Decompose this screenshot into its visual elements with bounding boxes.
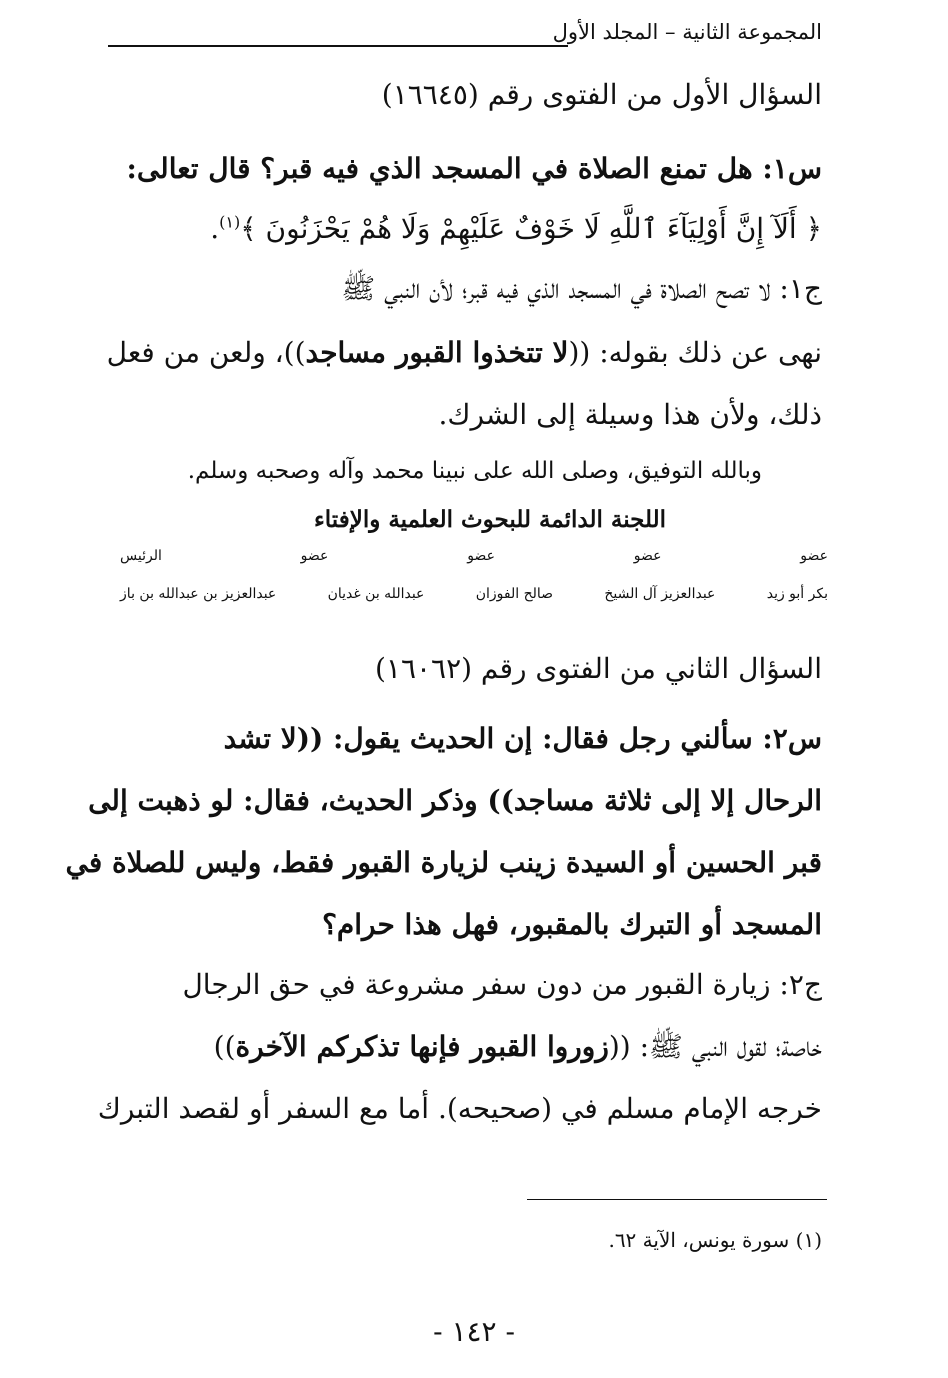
signature-role: عضو — [467, 548, 495, 564]
signature-name: عبدالله بن غديان — [327, 586, 425, 602]
answer-text: ))، ولعن من فعل — [106, 336, 306, 369]
footnote-rule — [527, 1199, 827, 1200]
committee-name: اللجنة الدائمة للبحوث العلمية والإفتاء — [313, 506, 666, 533]
hadith-quote: زوروا القبور فإنها تذكركم الآخرة — [235, 1030, 609, 1063]
footnote-ref: (١) — [219, 212, 241, 232]
q2-answer-line: خرجه الإمام مسلم في (صحيحه). أما مع السفر أو لقصد التبرك — [97, 1092, 822, 1125]
q2-question-line: المسجد أو التبرك بالمقبور، فهل هذا حرام؟ — [322, 908, 822, 941]
header-rule — [108, 45, 568, 47]
signature-roles — [120, 548, 828, 564]
closing-line: وبالله التوفيق، وصلى الله على نبينا محمد وآله وصحبه وسلم. — [187, 458, 762, 484]
signature-name: عبدالعزيز بن عبدالله بن باز — [120, 586, 277, 602]
signature-names — [120, 586, 828, 602]
q1-question-line: س١: هل تمنع الصلاة في المسجد الذي فيه قبر؟ قال تعالى: — [126, 152, 822, 185]
q2-question-line: الرحال إلا إلى ثلاثة مساجد)) وذكر الحديث، فقال: لو ذهبت إلى — [88, 784, 822, 817]
q1-heading: السؤال الأول من الفتوى رقم (١٦٦٤٥) — [381, 78, 822, 111]
hadith-quote: لا تتخذوا القبور مساجد — [305, 336, 569, 369]
q2-question-line: س٢: سألني رجل فقال: إن الحديث يقول: ((لا تشد — [223, 722, 822, 755]
signature-role: الرئيس — [120, 548, 162, 564]
signature-name: بكر أبو زيد — [766, 586, 828, 602]
answer-text: )) — [213, 1030, 236, 1063]
page-number: - ١٤٢ - — [433, 1315, 515, 1348]
signature-role: عضو — [633, 548, 662, 564]
footnote: (١) سورة يونس، الآية ٦٢. — [608, 1228, 822, 1252]
q1-answer-line: ج١: لا تصح الصلاة في المسجد الذي فيه قبر؛ لأن النبي ﷺ — [341, 272, 822, 305]
q2-heading: السؤال الثاني من الفتوى رقم (١٦٠٦٢) — [374, 652, 822, 685]
q1-answer-line — [107, 336, 822, 369]
q1-answer-line: ذلك، ولأن هذا وسيلة إلى الشرك. — [438, 398, 822, 431]
signature-name: صالح الفوزان — [475, 586, 554, 602]
q1-verse-line — [210, 212, 822, 245]
verse-end: . — [210, 212, 220, 245]
signature-name: عبدالعزيز آل الشيخ — [604, 586, 716, 602]
q2-answer-line — [214, 1030, 822, 1070]
signature-role: عضو — [300, 548, 329, 564]
q2-question-line: قبر الحسين أو السيدة زينب لزيارة القبور فقط، وليس للصلاة في — [65, 846, 822, 879]
quran-verse: ﴿ أَلَآ إِنَّ أَوْلِيَآءَ ٱللَّهِ لَا خَوْفٌ عَلَيْهِمْ وَلَا هُمْ يَحْزَنُونَ ﴾ — [240, 212, 822, 245]
answer-text: نهى عن ذلك بقوله: (( — [568, 336, 822, 369]
answer-text: خاصة؛ لقول النبي ﷺ: (( — [608, 1030, 822, 1063]
running-header: المجموعة الثانية – المجلد الأول — [552, 20, 822, 44]
q2-answer-line: ج٢: زيارة القبور من دون سفر مشروعة في حق الرجال — [182, 968, 822, 1001]
signature-role: عضو — [800, 548, 828, 564]
